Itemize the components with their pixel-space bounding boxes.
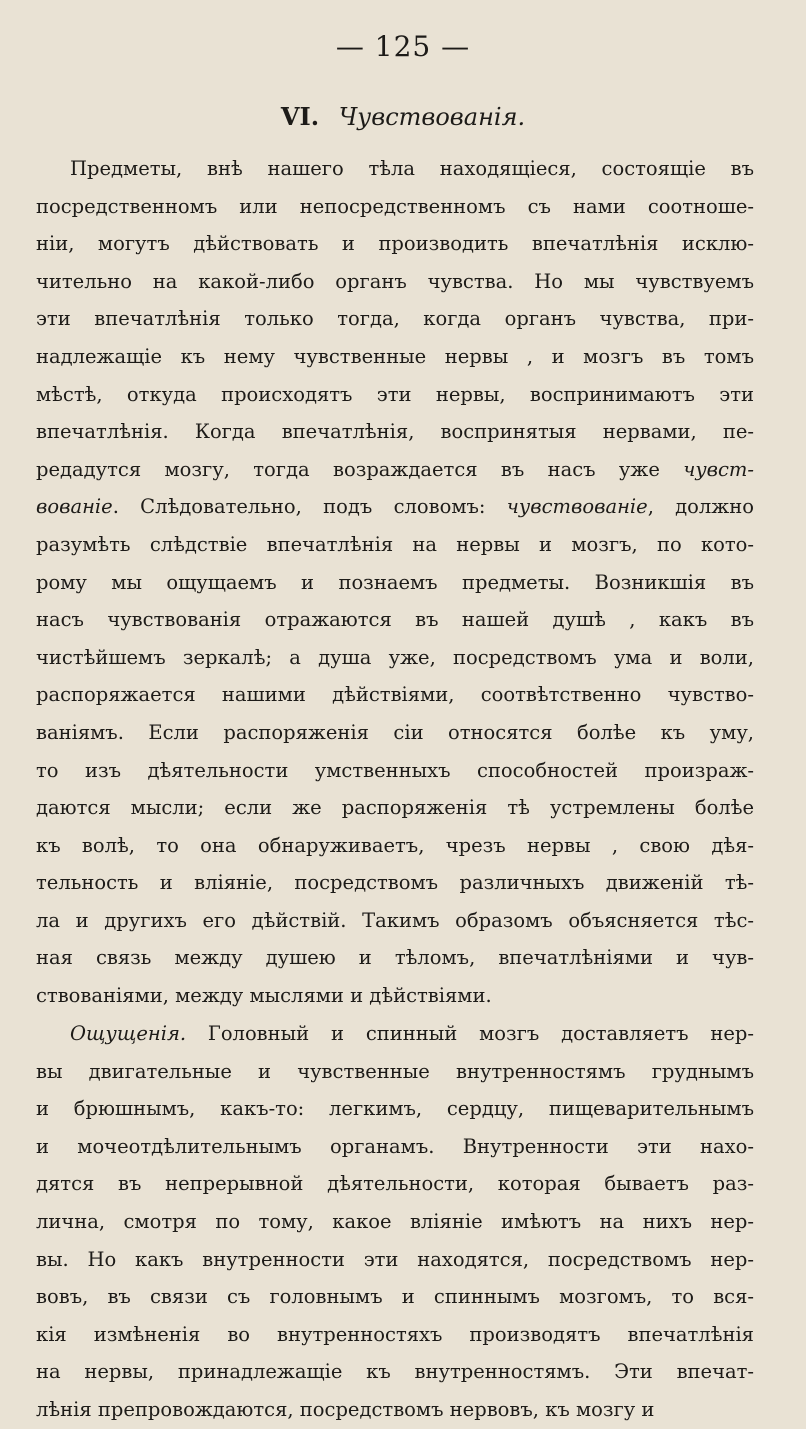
text-run: эти впечатлѣнія только тогда, когда органъ чувства, при- bbox=[36, 307, 754, 331]
text-line bbox=[36, 1353, 754, 1391]
text-run: ная связь между душею и тѣломъ, впечатлѣніями и чув- bbox=[36, 946, 754, 970]
text-line bbox=[36, 902, 754, 940]
text-run: вы двигательные и чувственные внутренностямъ груднымъ bbox=[36, 1059, 754, 1083]
text-line bbox=[36, 1316, 754, 1354]
text-line bbox=[36, 488, 754, 526]
text-line bbox=[36, 225, 754, 263]
text-line bbox=[36, 789, 754, 827]
text-line bbox=[36, 1090, 754, 1128]
text-run: даются мысли; если же распоряженія тѣ устремлены болѣе bbox=[36, 796, 754, 820]
text-line bbox=[36, 526, 754, 564]
text-line bbox=[36, 601, 754, 639]
text-line bbox=[36, 338, 754, 376]
italic-term: Ощущенія. bbox=[70, 1022, 187, 1045]
text-line bbox=[36, 1165, 754, 1203]
text-run: разумѣть слѣдствіе впечатлѣнія на нервы и мозгъ, по кото- bbox=[36, 532, 754, 556]
text-line bbox=[36, 864, 754, 902]
text-line bbox=[36, 1015, 754, 1053]
text-run: вы. Но какъ внутренности эти находятся, посредствомъ нер- bbox=[36, 1247, 754, 1271]
text-run: и брюшнымъ, какъ-то: легкимъ, сердцу, пищеварительнымъ bbox=[36, 1097, 754, 1121]
text-run: Головный и спинный мозгъ доставляетъ нер- bbox=[186, 1022, 754, 1045]
section-heading bbox=[0, 102, 806, 131]
text-line bbox=[36, 376, 754, 414]
text-run: кія измѣненія во внутренностяхъ производятъ впечатлѣнія bbox=[36, 1322, 754, 1346]
text-line bbox=[36, 827, 754, 865]
text-line bbox=[36, 977, 754, 1015]
section-title: Чувствованія. bbox=[338, 103, 526, 131]
text-run: посредственномъ или непосредственномъ съ нами соотноше- bbox=[36, 194, 754, 218]
text-line bbox=[36, 188, 754, 226]
text-line bbox=[36, 564, 754, 602]
page-number: — 125 — bbox=[335, 30, 471, 63]
text-run: впечатлѣнія. Когда впечатлѣнія, воспринятыя нервами, пе- bbox=[36, 420, 754, 444]
paragraph-feelings bbox=[36, 1015, 754, 1429]
text-run: дятся въ непрерывной дѣятельности, которая бываетъ раз- bbox=[36, 1172, 754, 1196]
text-run: . Слѣдовательно, подъ словомъ: bbox=[112, 495, 507, 519]
text-run: и мочеотдѣлительнымъ органамъ. Внутренности эти нахо- bbox=[36, 1134, 754, 1158]
text-run: къ волѣ, то она обнаруживаетъ, чрезъ нервы , свою дѣя- bbox=[36, 833, 754, 857]
text-run: насъ чувствованія отражаются въ нашей душѣ , какъ въ bbox=[36, 608, 754, 632]
text-line bbox=[36, 150, 754, 188]
text-run: ла и другихъ его дѣйствій. Такимъ образомъ объясняется тѣс- bbox=[36, 908, 754, 932]
text-run: лѣнія препровождаются, посредствомъ нервовъ, къ мозгу и bbox=[36, 1397, 655, 1421]
text-run: ніи, могутъ дѣйствовать и производить впечатлѣнія исклю- bbox=[36, 232, 754, 256]
italic-term: вованіе bbox=[36, 495, 113, 519]
text-run: чистѣйшемъ зеркалѣ; а душа уже, посредствомъ ума и воли, bbox=[36, 645, 754, 669]
text-run: ствованіями, между мыслями и дѣйствіями. bbox=[36, 984, 492, 1008]
text-run: на нервы, принадлежащіе къ внутренностямъ. Эти впечат- bbox=[36, 1360, 754, 1384]
text-line bbox=[36, 676, 754, 714]
text-run: ваніямъ. Если распоряженія сіи относятся болѣе къ уму, bbox=[36, 720, 754, 744]
text-line bbox=[36, 714, 754, 752]
text-run: надлежащіе къ нему чувственные нервы , и мозгъ въ томъ bbox=[36, 344, 754, 368]
text-line bbox=[36, 1278, 754, 1316]
text-run: мѣстѣ, откуда происходятъ эти нервы, воспринимаютъ эти bbox=[36, 382, 754, 406]
text-run: рому мы ощущаемъ и познаемъ предметы. Возникшія въ bbox=[36, 570, 754, 594]
paragraph-sensations bbox=[36, 150, 754, 1015]
text-run: тельность и вліяніе, посредствомъ различныхъ движеній тѣ- bbox=[36, 871, 754, 895]
text-run: вовъ, въ связи съ головнымъ и спиннымъ мозгомъ, то вся- bbox=[36, 1285, 754, 1309]
text-run: то изъ дѣятельности умственныхъ способностей произраж- bbox=[36, 758, 754, 782]
text-line bbox=[36, 263, 754, 301]
text-line bbox=[36, 1241, 754, 1279]
text-line bbox=[36, 639, 754, 677]
text-run: чительно на какой-либо органъ чувства. Но мы чувствуемъ bbox=[36, 269, 754, 293]
italic-term: чувствованіе bbox=[506, 495, 648, 519]
text-line bbox=[36, 1053, 754, 1091]
text-line bbox=[36, 300, 754, 338]
text-line bbox=[36, 413, 754, 451]
text-line bbox=[36, 1203, 754, 1241]
text-run: редадутся мозгу, тогда возраждается въ насъ уже bbox=[36, 457, 684, 481]
text-line bbox=[36, 752, 754, 790]
text-line bbox=[36, 1391, 754, 1429]
text-run: лична, смотря по тому, какое вліяніе имѣютъ на нихъ нер- bbox=[36, 1209, 754, 1233]
text-line bbox=[36, 451, 754, 489]
text-run: , должно bbox=[647, 495, 754, 519]
text-line bbox=[36, 1128, 754, 1166]
text-run: Предметы, внѣ нашего тѣла находящіеся, состоящіе въ bbox=[70, 157, 754, 180]
section-number: VI. bbox=[280, 102, 320, 131]
text-line bbox=[36, 939, 754, 977]
italic-term: чувст- bbox=[683, 457, 754, 481]
text-run: распоряжается нашими дѣйствіями, соотвѣтственно чувство- bbox=[36, 683, 754, 707]
